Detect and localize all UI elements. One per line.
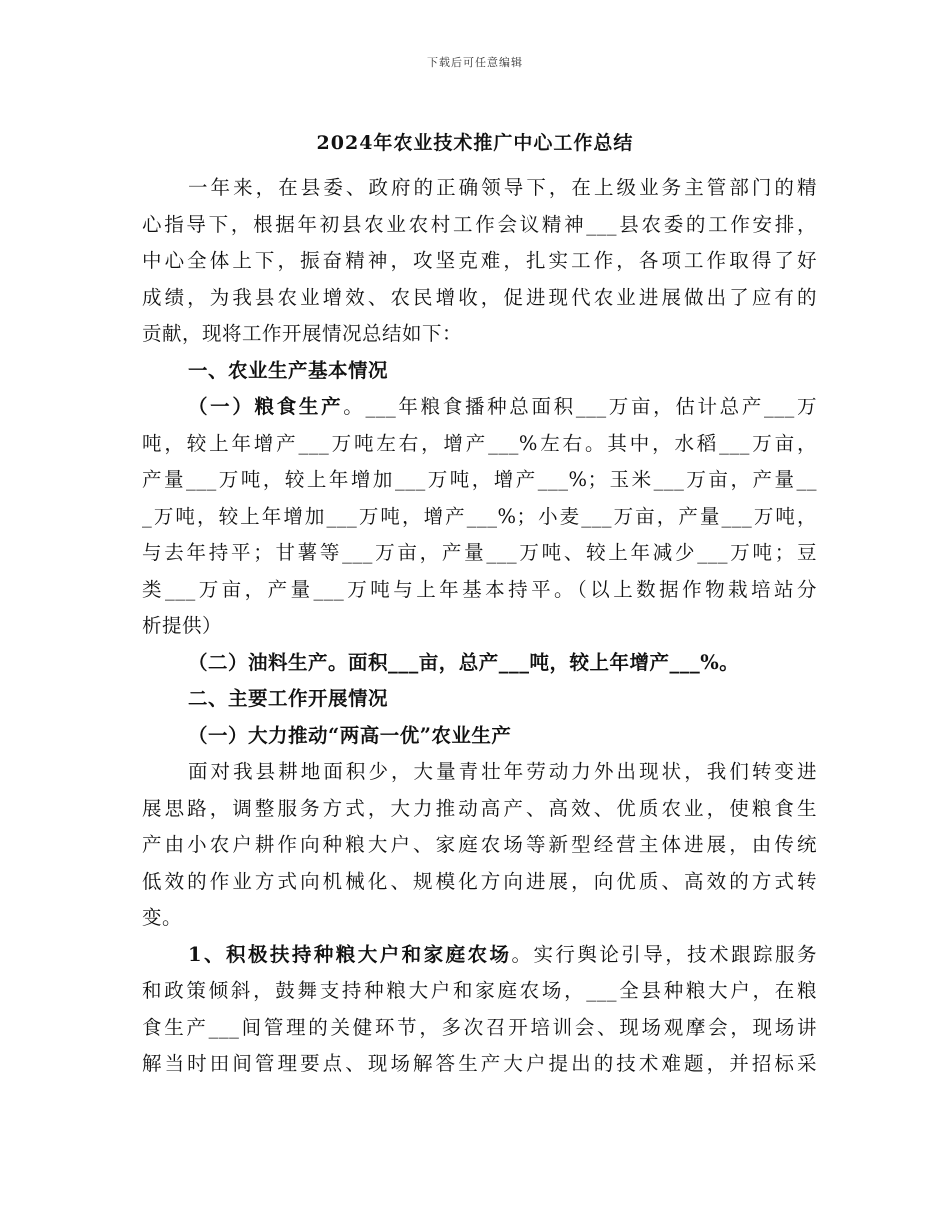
text-segment: 中心全体上下，振奋精神，攻坚克难，扎实工作，各项工作取得了好 — [142, 249, 817, 272]
text-segment: 与去年持平；甘薯等___万亩，产量___万吨、较上年减少___万吨；豆 — [142, 541, 817, 564]
text-segment: 吨，较上年增产___万吨左右，增产___%左右。其中，水稻___万亩， — [142, 431, 817, 455]
text-segment: _万吨，较上年增加___万吨，增产___%；小麦___万亩，产量___万吨， — [142, 504, 817, 528]
text-line — [142, 499, 817, 536]
text-line — [142, 535, 817, 572]
bold-text-segment: 二、主要工作开展情况 — [188, 687, 389, 710]
bold-text-segment: （一）粮食生产 — [188, 395, 344, 418]
text-segment: 和政策倾斜，鼓舞支持种粮大户和家庭农场，___全县种粮大户，在粮 — [142, 979, 817, 1002]
bold-text-segment: 1、积极扶持种粮大户和家庭农场 — [188, 942, 512, 966]
text-line — [142, 353, 817, 390]
bold-text-segment: （一）大力推动“两高一优”农业生产 — [188, 723, 512, 747]
text-line — [142, 1046, 817, 1083]
text-segment: 产由小农户耕作向种粮大户、家庭农场等新型经营主体进展，由传统 — [142, 833, 817, 856]
text-segment: 食生产___间管理的关健环节，多次召开培训会、现场观摩会，现场讲 — [142, 1015, 817, 1039]
document-body — [142, 170, 817, 1083]
text-segment: 面对我县耕地面积少，大量青壮年劳动力外出现状，我们转变进 — [188, 760, 817, 783]
document-title: 2024年农业技术推广中心工作总结 — [316, 132, 634, 154]
text-segment: 。___年粮食播种总面积___万亩，估计总产___万 — [343, 395, 817, 418]
text-line — [142, 973, 817, 1010]
text-segment: 产量___万吨，较上年增加___万吨，增产___%；玉米___万亩，产量__ — [142, 468, 817, 491]
text-segment: 展思路，调整服务方式，大力推动高产、高效、优质农业，使粮食生 — [142, 796, 817, 820]
text-segment: 解当时田间管理要点、现场解答生产大户提出的技术难题，并招标采 — [142, 1052, 817, 1075]
text-line — [142, 827, 817, 864]
text-line — [142, 572, 817, 609]
text-line — [142, 864, 817, 901]
text-segment: 变。 — [142, 906, 183, 929]
text-line — [142, 389, 817, 426]
text-line — [142, 1010, 817, 1047]
text-line — [142, 170, 817, 207]
text-segment: 析提供） — [142, 614, 223, 637]
text-line — [142, 754, 817, 791]
text-line — [142, 791, 817, 828]
text-segment: 一年来，在县委、政府的正确领导下，在上级业务主管部门的精 — [188, 176, 817, 199]
text-segment: 心指导下，根据年初县农业农村工作会议精神___县农委的工作安排， — [142, 212, 817, 236]
text-line — [142, 937, 817, 974]
page-header: 下载后可任意编辑 — [427, 56, 523, 69]
text-line — [142, 280, 817, 317]
text-line — [142, 207, 817, 244]
text-line — [142, 718, 817, 755]
bold-text-segment: 一、农业生产基本情况 — [188, 358, 389, 382]
text-line — [142, 462, 817, 499]
text-line — [142, 316, 817, 353]
text-line — [142, 426, 817, 463]
text-segment: 低效的作业方式向机械化、规模化方向进展，向优质、高效的方式转 — [142, 869, 817, 893]
text-segment: 成绩，为我县农业增效、农民增收，促进现代农业进展做出了应有的 — [142, 285, 817, 309]
text-segment: 贡献，现将工作开展情况总结如下： — [142, 322, 463, 345]
text-segment: 类___万亩，产量___万吨与上年基本持平。（以上数据作物栽培站分 — [142, 577, 817, 601]
text-line — [142, 608, 817, 645]
bold-text-segment: （二）油料生产。面积___亩，总产___吨，较上年增产___%。 — [188, 650, 740, 674]
text-line — [142, 900, 817, 937]
text-line — [142, 645, 817, 682]
text-segment: 。实行舆论引导，技术跟踪服务 — [511, 942, 817, 966]
text-line — [142, 243, 817, 280]
text-line — [142, 681, 817, 718]
